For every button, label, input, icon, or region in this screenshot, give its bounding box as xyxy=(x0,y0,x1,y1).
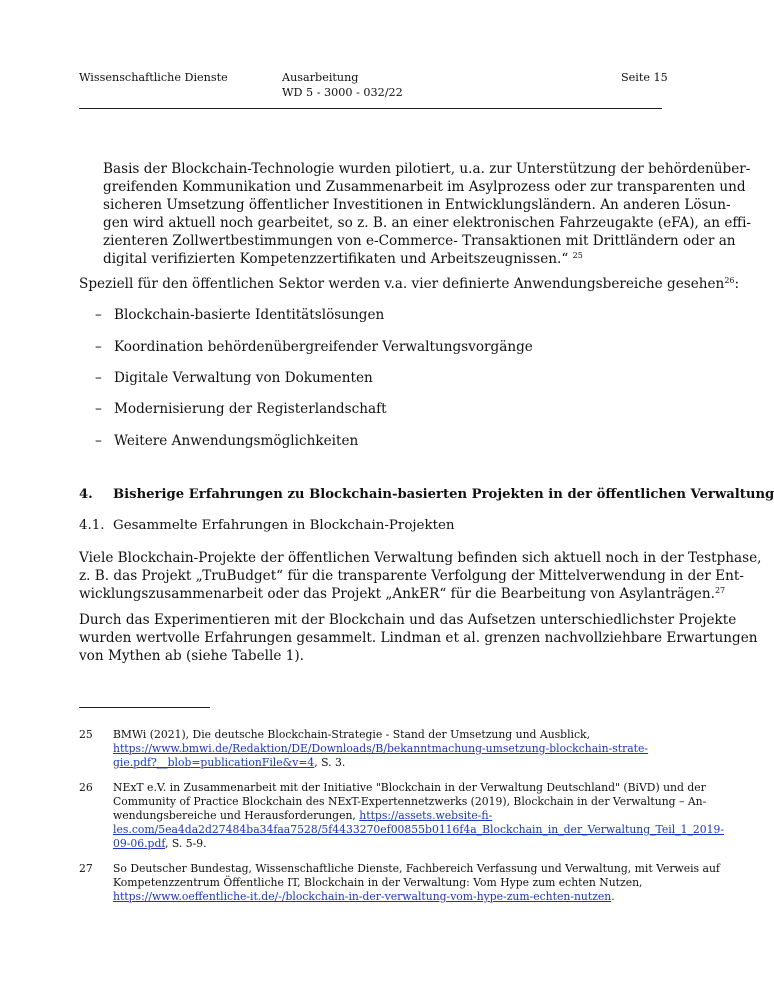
section-title: Bisherige Erfahrungen zu Blockchain-basierten Projekten in der öffentlichen Verwaltung xyxy=(113,487,774,502)
footnote-link[interactable]: les.com/5ea4da2d27484ba34faa7528/5f4433270ef00855b0116f4a_Blockchain_in_der_Verwaltung_Teil_1_2019- xyxy=(113,823,725,836)
header-page-number: Seite 15 xyxy=(621,71,668,84)
subsection-number: 4.1. xyxy=(79,518,105,533)
footnote-tail: , S. 5-9. xyxy=(165,837,207,850)
footnote-text: So Deutscher Bundestag, Wissenschaftliche Dienste, Fachbereich Verfassung und Verwaltung, mit Verweis auf xyxy=(113,862,720,875)
subsection-title: Gesammelte Erfahrungen in Blockchain-Projekten xyxy=(113,518,455,533)
footnote-line xyxy=(113,756,345,770)
dash-bullet: – xyxy=(95,339,102,355)
footnote-number: 26 xyxy=(79,781,93,794)
footnote-tail: . xyxy=(611,890,615,903)
footnote-number: 25 xyxy=(79,728,93,741)
paragraph-line: wurden wertvolle Erfahrungen gesammelt. Lindman et al. grenzen nachvollziehbare Erwartungen xyxy=(79,630,758,646)
dash-bullet: – xyxy=(95,370,102,386)
footnote-text: NExT e.V. in Zusammenarbeit mit der Initiative "Blockchain in der Verwaltung Deutschland" (BiVD) und der xyxy=(113,781,706,794)
quote-line xyxy=(103,250,583,268)
paragraph-line: Durch das Experimentieren mit der Blockchain und das Aufsetzen unterschiedlichster Projekte xyxy=(79,612,737,628)
footnote-line xyxy=(113,809,492,823)
footnote-line xyxy=(113,890,615,904)
footnote-text: Community of Practice Blockchain des NExT-Expertennetzwerks (2019), Blockchain in der Verwaltung – An- xyxy=(113,795,707,808)
subsection-heading xyxy=(79,518,455,533)
paragraph-line-text: wicklungszusammenarbeit oder das Projekt „AnkER“ für die Bearbeitung von Asylanträgen. xyxy=(79,586,715,602)
footnote-link[interactable]: gie.pdf?__blob=publicationFile&v=4 xyxy=(113,756,315,769)
header-doc-info xyxy=(282,70,403,100)
list-item xyxy=(95,338,533,356)
header-divider xyxy=(79,108,662,109)
quote-line: Basis der Blockchain-Technologie wurden pilotiert, u.a. zur Unterstützung der behördenüber- xyxy=(103,161,751,177)
footnote-ref: 27 xyxy=(714,586,726,595)
list-item-text: Weitere Anwendungsmöglichkeiten xyxy=(114,433,359,449)
footnote-tail: , S. 3. xyxy=(314,756,346,769)
list-item xyxy=(95,432,358,450)
footnote-text: BMWi (2021), Die deutsche Blockchain-Strategie - Stand der Umsetzung und Ausblick, xyxy=(113,728,591,741)
dash-bullet: – xyxy=(95,433,102,449)
paragraph-line: z. B. das Projekt „TruBudget“ für die transparente Verfolgung der Mittelverwendung in der Ent- xyxy=(79,568,744,584)
quote-line: greifenden Kommunikation und Zusammenarbeit im Asylprozess oder zur transparenten und xyxy=(103,179,746,195)
footnote-line xyxy=(113,742,648,756)
list-item xyxy=(95,369,373,387)
header-doc-type: Ausarbeitung xyxy=(282,71,359,84)
header-org: Wissenschaftliche Dienste xyxy=(79,71,228,84)
footnote-link[interactable]: 09-06.pdf xyxy=(113,837,165,850)
footnote-divider xyxy=(79,707,210,708)
footnote-line xyxy=(113,823,724,837)
section-number: 4. xyxy=(79,487,93,502)
list-item xyxy=(95,306,384,324)
header-doc-ref: WD 5 - 3000 - 032/22 xyxy=(282,86,403,99)
quote-line-text: digital verifizierten Kompetenzzertifikaten und Arbeitszeugnissen.“ xyxy=(103,251,569,267)
quote-line: sicheren Umsetzung öffentlicher Investitionen in Entwicklungsländern. An anderen Lösun- xyxy=(103,197,731,213)
footnote-line xyxy=(113,837,207,851)
footnote-ref: 25 xyxy=(572,251,583,260)
section-heading xyxy=(79,487,774,502)
footnote-link[interactable]: https://assets.website-fi- xyxy=(359,809,493,822)
paragraph-line: Viele Blockchain-Projekte der öffentlichen Verwaltung befinden sich aktuell noch in der Testphase, xyxy=(79,550,762,566)
list-item-text: Blockchain-basierte Identitätslösungen xyxy=(114,307,385,323)
quote-line: gen wird aktuell noch gearbeitet, so z. B. an einer elektronischen Fahrzeugakte (eFA), an effi- xyxy=(103,215,752,231)
list-item xyxy=(95,400,387,418)
list-item-text: Modernisierung der Registerlandschaft xyxy=(114,401,387,417)
quote-line: zienteren Zollwertbestimmungen von e-Commerce- Transaktionen mit Drittländern oder an xyxy=(103,233,736,249)
intro-tail: : xyxy=(734,276,740,292)
footnote-text: Kompetenzzentrum Öffentliche IT, Blockchain in der Verwaltung: Vom Hype zum echten Nutzen, xyxy=(113,876,643,889)
list-item-text: Koordination behördenübergreifender Verwaltungsvorgänge xyxy=(114,339,533,355)
footnote-ref: 26 xyxy=(724,276,735,285)
dash-bullet: – xyxy=(95,307,102,323)
paragraph-line xyxy=(79,585,725,603)
paragraph-line: von Mythen ab (siehe Tabelle 1). xyxy=(79,648,304,664)
intro-text: Speziell für den öffentlichen Sektor werden v.a. vier definierte Anwendungsbereiche gesehen xyxy=(79,276,725,292)
footnote-link[interactable]: https://www.oeffentliche-it.de/-/blockchain-in-der-verwaltung-vom-hype-zum-echten-nutzen xyxy=(113,890,612,903)
intro-paragraph xyxy=(79,275,739,293)
dash-bullet: – xyxy=(95,401,102,417)
footnote-text: wendungsbereiche und Herausforderungen, xyxy=(113,809,360,822)
footnote-link[interactable]: https://www.bmwi.de/Redaktion/DE/Downloads/B/bekanntmachung-umsetzung-blockchain-strate- xyxy=(113,742,649,755)
footnote-number: 27 xyxy=(79,862,93,875)
list-item-text: Digitale Verwaltung von Dokumenten xyxy=(114,370,373,386)
